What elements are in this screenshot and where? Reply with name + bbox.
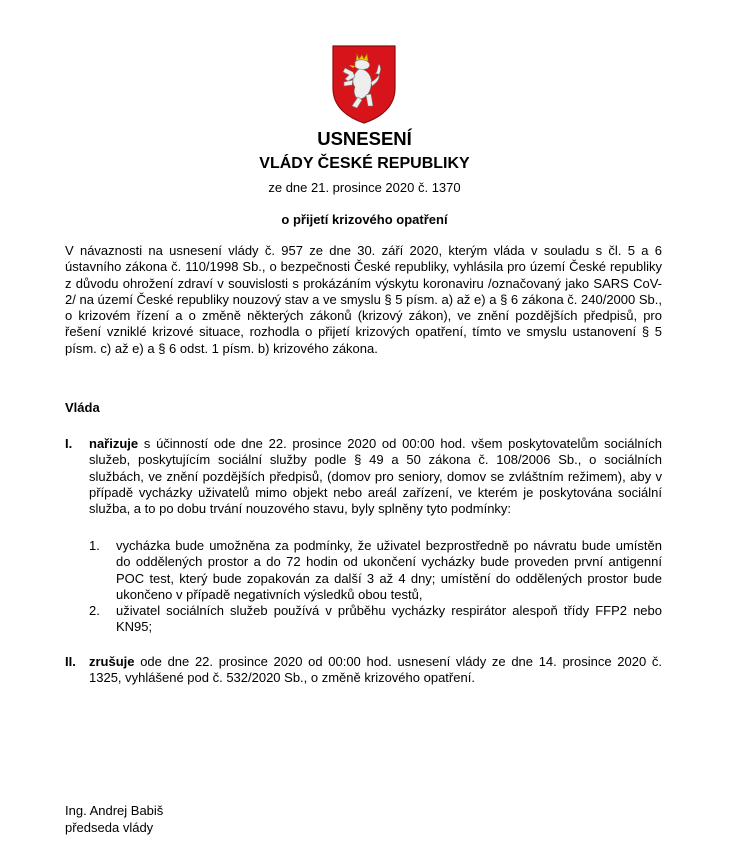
section-number: II. xyxy=(65,654,76,669)
document-subject: o přijetí krizového opatření xyxy=(281,212,448,227)
list-item-text: vycházka bude umožněna za podmínky, že uživatel bezprostředně po návratu bude umístěn do oddělených prostor a do 72 hodin od ukončení vycházky bude proveden první antigenní POC test, který bude zopakován za další 3 až 4 dny; umístění do oddělených prostor bude ukončeno v případě negativních výsledků obou testů, xyxy=(116,538,662,602)
signatory-name: Ing. Andrej Babiš xyxy=(65,803,164,818)
document-title: USNESENÍ xyxy=(317,128,412,149)
section-text: s účinností ode dne 22. prosince 2020 od 00:00 hod. všem poskytovatelům sociálních služeb, poskytujícím sociální služby podle § 49 a 50 zákona č. 108/2006 Sb., o sociálních službách, ve znění pozdějších předpisů, (domov pro seniory, domov se zvláštním režimem), aby v případě vycházky uživatelů mimo objekt nebo areál zařízení, ve kterém je poskytována sociální služba, a to po dobu trvání nouzového stavu, byly splněny tyto podmínky: xyxy=(89,436,662,517)
list-item-number: 1. xyxy=(89,538,100,553)
list-item-text: uživatel sociálních služeb používá v průběhu vycházky respirátor alespoň třídy FFP2 nebo KN95; xyxy=(116,603,662,635)
section-number: I. xyxy=(65,436,73,451)
section-body xyxy=(89,436,662,517)
document-date-line: ze dne 21. prosince 2020 č. 1370 xyxy=(268,180,461,195)
czech-coat-of-arms-icon xyxy=(331,44,397,124)
section-text: ode dne 22. prosince 2020 od 00:00 hod. usnesení vlády ze dne 14. prosince 2020 č. 1325, vyhlášené pod č. 532/2020 Sb., o změně krizového opatření. xyxy=(89,654,662,686)
section-keyword: nařizuje xyxy=(89,436,139,451)
intro-paragraph: V návaznosti na usnesení vlády č. 957 ze dne 30. září 2020, kterým vláda v souladu s čl. 5 a 6 ústavního zákona č. 110/1998 Sb., o bezpečnosti České republiky, vyhlásila pro území České republiky z důvodu ohrožení zdraví v souvislosti s prokázáním výskytu koronaviru /označovaný jako SARS CoV-2/ na území České republiky nouzový stav a ve smyslu § 5 písm. a) až e) a § 6 zákona č. 240/2000 Sb., o krizovém řízení a o změně některých zákonů (krizový zákon), ve znění pozdějších předpisů, pro řešení vzniklé krizové situace, rozhodla o přijetí krizových opatření, tímto ve smyslu ustanovení § 5 písm. c) až e) a § 6 odst. 1 písm. b) krizového zákona. xyxy=(65,243,662,356)
section-body xyxy=(89,654,662,687)
vlada-label: Vláda xyxy=(65,400,100,415)
document-subtitle: VLÁDY ČESKÉ REPUBLIKY xyxy=(259,155,470,172)
signatory-role: předseda vlády xyxy=(65,820,154,835)
section-keyword: zrušuje xyxy=(89,654,135,669)
list-item-number: 2. xyxy=(89,603,100,618)
